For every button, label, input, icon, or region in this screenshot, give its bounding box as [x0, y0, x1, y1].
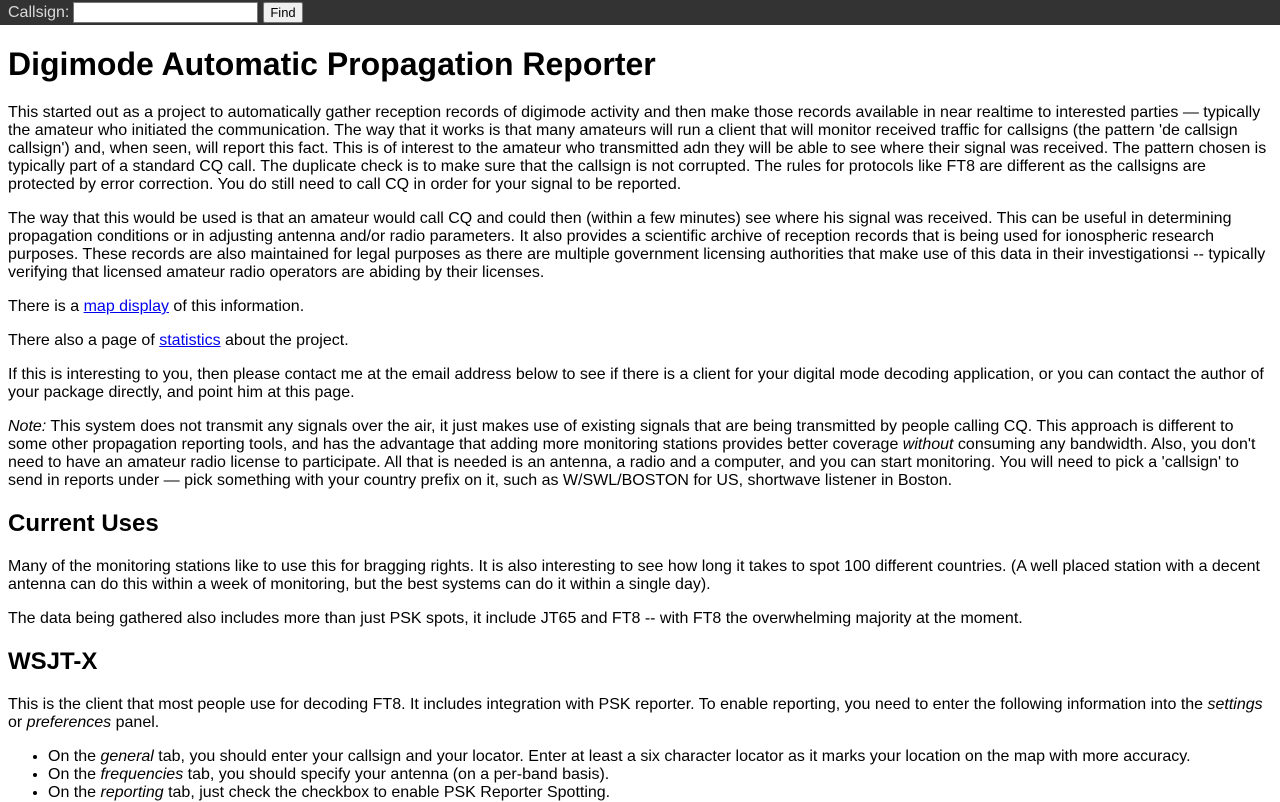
main-content [0, 46, 1280, 802]
callsign-search-bar [0, 0, 1280, 25]
list-item-general [48, 748, 1272, 766]
list-item-frequencies [48, 766, 1272, 784]
stats-text-after: about the project. [220, 332, 349, 349]
note-text-1: This system does not transmit any signals over the air, it just makes use of existing signals that are being transmitted by people calling CQ. This approach is different to some other propagation reporting tools, and has the advantage that adding more monitoring stations provides better coverage [8, 418, 1234, 453]
map-display-link[interactable]: map display [83, 298, 169, 315]
note-text-2: consuming any bandwidth. Also, you don't need to have an amateur radio license to participate. All that is needed is an antenna, a radio and a computer, and you can start monitoring. You will need to pick a 'callsign' to send in reports under — pick something with your country prefix on it, such as W/SWL/BOSTON for US, shortwave listener in Boston. [8, 436, 1256, 489]
statistics-paragraph [8, 332, 1272, 350]
map-text-before: There is a [8, 298, 84, 315]
list-item-text: tab, just check the checkbox to enable PSK Reporter Spotting. [163, 784, 611, 801]
page-title: Digimode Automatic Propagation Reporter [8, 46, 656, 82]
map-text-after: of this information. [168, 298, 305, 315]
wsjtx-heading: WSJT-X [8, 648, 98, 675]
wsjtx-intro-paragraph [8, 696, 1272, 732]
intro-paragraph-2: The way that this would be used is that an amateur would call CQ and could then (within a few minutes) see where his signal was received. This can be useful in determining propagation conditions or in adjusting antenna and/or radio parameters. It also provides a scientific archive of reception records that is being used for ionospheric research purposes. These records are also maintained for legal purposes as there are multiple government licensing authorities that make use of this data in their investigationsi -- typically verifying that licensed amateur radio operators are abiding by their licenses. [8, 210, 1266, 281]
intro-paragraph-1: This started out as a project to automatically gather reception records of digimode activity and then make those records available in near realtime to interested parties — typically the amateur who initiated the communication. The way that it works is that many amateurs will run a client that will monitor received traffic for callsigns (the pattern 'de callsign callsign') and, when seen, will report this fact. This is of interest to the amateur who transmitted adn they will be able to see where their signal was received. The pattern chosen is typically part of a standard CQ call. The duplicate check is to make sure that the callsign is not corrupted. The rules for protocols like FT8 are different as the callsigns are protected by error correction. You do still need to call CQ in order for your signal to be reported. [8, 104, 1267, 193]
stats-text-before: There also a page of [8, 332, 160, 349]
contact-paragraph: If this is interesting to you, then please contact me at the email address below to see if there is a client for your digital mode decoding application, or you can contact the author of your package directly, and point him at this page. [8, 366, 1264, 401]
list-item-reporting [48, 784, 1272, 802]
current-uses-heading: Current Uses [8, 510, 159, 537]
list-item-text: On the [48, 748, 101, 765]
note-label: Note: [8, 418, 47, 435]
frequencies-tab-emphasis: frequencies [100, 766, 184, 783]
reporting-tab-emphasis: reporting [100, 784, 164, 801]
current-uses-paragraph-2: The data being gathered also includes more than just PSK spots, it include JT65 and FT8 -- with FT8 the overwhelming majority at the moment. [8, 610, 1023, 627]
statistics-link[interactable]: statistics [159, 332, 221, 349]
wsjtx-intro-text-2: or [8, 714, 27, 731]
note-paragraph [8, 418, 1272, 490]
list-item-text: tab, you should specify your antenna (on a per-band basis). [183, 766, 610, 783]
current-uses-paragraph-1: Many of the monitoring stations like to use this for bragging rights. It is also interesting to see how long it takes to spot 100 different countries. (A well placed station with a decent antenna can do this within a week of monitoring, but the best systems can do it within a single day). [8, 558, 1260, 593]
note-emphasis: without [902, 436, 954, 453]
find-button[interactable]: Find [263, 2, 302, 23]
list-item-text: tab, you should enter your callsign and your locator. Enter at least a six character locator as it marks your location on the map with more accuracy. [153, 748, 1191, 765]
wsjtx-intro-text-1: This is the client that most people use for decoding FT8. It includes integration with PSK reporter. To enable reporting, you need to enter the following information into the [8, 696, 1208, 713]
list-item-text: On the [48, 766, 101, 783]
preferences-emphasis: preferences [26, 714, 112, 731]
list-item-text: On the [48, 784, 101, 801]
callsign-input[interactable] [73, 2, 258, 23]
wsjtx-intro-text-3: panel. [111, 714, 160, 731]
callsign-label: Callsign: [8, 3, 70, 21]
settings-emphasis: settings [1207, 696, 1263, 713]
general-tab-emphasis: general [100, 748, 154, 765]
wsjtx-settings-list [8, 748, 1272, 802]
map-paragraph [8, 298, 1272, 316]
